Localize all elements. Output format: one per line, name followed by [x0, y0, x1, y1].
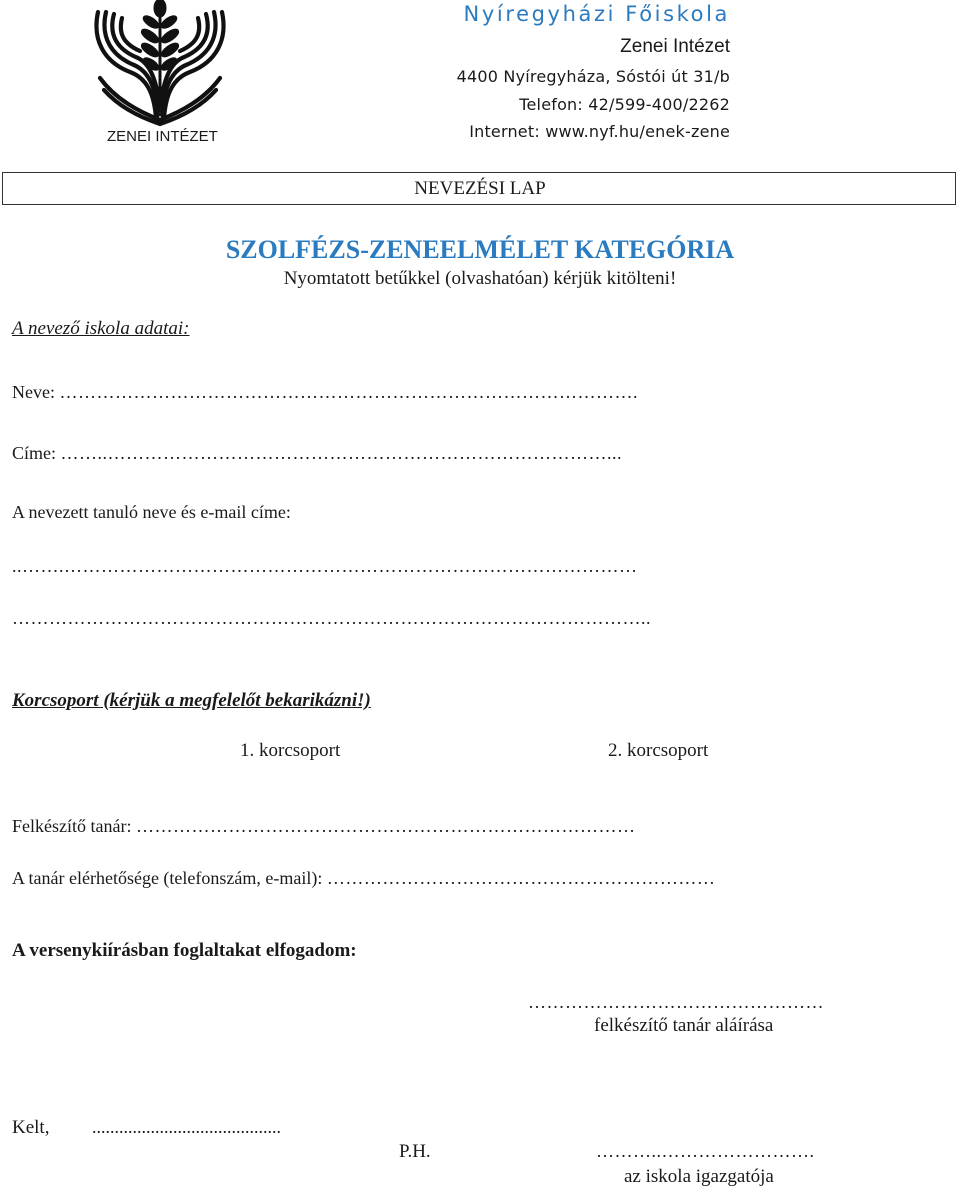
date-field[interactable]: .......................................... [92, 1117, 281, 1137]
address-row [12, 443, 622, 464]
contact-label: A tanár elérhetősége (telefonszám, e-mail): [12, 868, 323, 888]
name-label: Neve: [12, 382, 55, 402]
director-signature-field[interactable]: ………..……………………. [596, 1141, 815, 1161]
age-group-2-option[interactable]: 2. korcsoport [608, 740, 709, 761]
address-label: Címe: [12, 443, 56, 463]
date-label: Kelt, [12, 1117, 50, 1138]
name-row [12, 382, 638, 403]
form-title: NEVEZÉSI LAP [414, 178, 546, 199]
school-name: Nyíregyházi Főiskola [463, 2, 730, 26]
teacher-signature-field[interactable]: ………………………………………… [528, 992, 824, 1012]
contact-field[interactable]: ……………………………………………………… [326, 868, 716, 888]
institute-name: Zenei Intézet [620, 36, 730, 57]
director-signature-caption: az iskola igazgatója [624, 1166, 774, 1187]
teacher-field[interactable]: ……………………………………………………………………… [135, 816, 636, 836]
instruction-text: Nyomtatott betűkkel (olvashatóan) kérjük kitölteni! [283, 268, 677, 289]
logo-caption: ZENEI INTÉZET [107, 128, 218, 145]
address: 4400 Nyíregyháza, Sóstói út 31/b [456, 67, 730, 86]
student-field-line-1[interactable]: ..…….………………………………………………………………………………… [12, 556, 638, 576]
phone: Telefon: 42/599-400/2262 [519, 95, 730, 114]
teacher-row [12, 816, 635, 837]
teacher-label: Felkészítő tanár: [12, 816, 132, 836]
teacher-signature-caption: felkészítő tanár aláírása [594, 1015, 774, 1036]
acceptance-statement: A versenykiírásban foglaltakat elfogadom: [12, 940, 357, 961]
age-group-heading: Korcsoport (kérjük a megfelelőt bekarikázni!) [12, 690, 371, 711]
category-heading: SZOLFÉZS-ZENEELMÉLET KATEGÓRIA [225, 235, 735, 264]
age-group-1-option[interactable]: 1. korcsoport [240, 740, 341, 761]
student-label: A nevezett tanuló neve és e-mail címe: [12, 502, 291, 522]
stamp-label: P.H. [399, 1141, 431, 1162]
website: Internet: www.nyf.hu/enek-zene [469, 122, 730, 141]
student-field-line-2[interactable]: ………………………………………………………………………………………….. [12, 608, 651, 628]
school-section-heading: A nevező iskola adatai: [12, 318, 190, 339]
contact-row [12, 868, 715, 889]
title-box [2, 172, 956, 205]
name-field[interactable]: …………………………………………………………………………………. [59, 382, 638, 402]
music-institute-logo [90, 0, 230, 130]
address-field[interactable]: ……..………………………………………………………………………... [60, 443, 622, 463]
